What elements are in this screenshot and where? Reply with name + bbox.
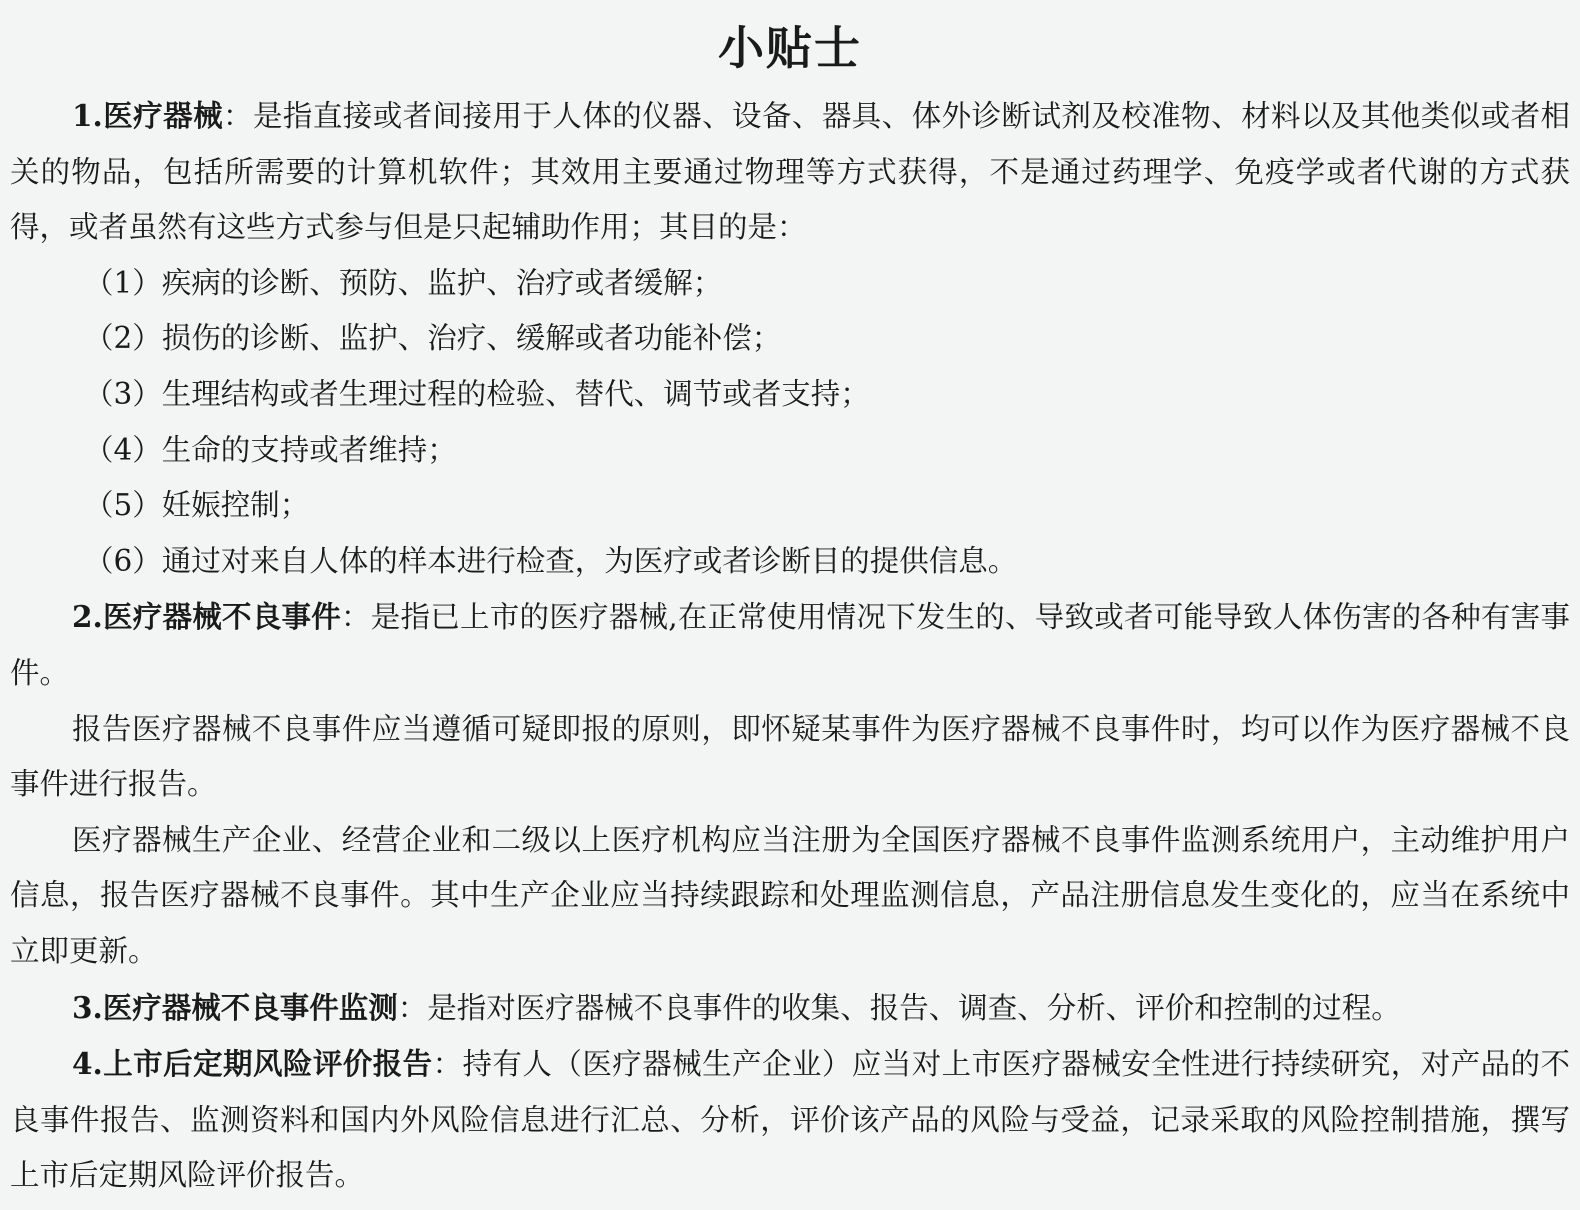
section-2-definition xyxy=(10,589,1570,701)
section-1-text: ：是指直接或者间接用于人体的仪器、设备、器具、体外诊断试剂及校准物、材料以及其他类似或者相关的物品，包括所需要的计算机软件；其效用主要通过物理等方式获得，不是通过药理学、免疫学或者代谢的方式获得，或者虽然有这些方式参与但是只起辅助作用；其目的是： xyxy=(10,99,1570,245)
report-principle-paragraph: 报告医疗器械不良事件应当遵循可疑即报的原则，即怀疑某事件为医疗器械不良事件时，均可以作为医疗器械不良事件进行报告。 xyxy=(10,711,1570,802)
section-4-text: ：持有人（医疗器械生产企业）应当对上市医疗器械安全性进行持续研究，对产品的不良事件报告、监测资料和国内外风险信息进行汇总、分析，评价该产品的风险与受益，记录采取的风险控制措施，撰写上市后定期风险评价报告。 xyxy=(10,1047,1570,1193)
purpose-item-2: （2）损伤的诊断、监护、治疗、缓解或者功能补偿； xyxy=(84,321,782,356)
section-2-term: 2.医疗器械不良事件 xyxy=(72,599,342,635)
purpose-item-5: （5）妊娠控制； xyxy=(84,488,310,523)
section-3-term: 3.医疗器械不良事件监测 xyxy=(72,989,398,1025)
purpose-item-4: （4）生命的支持或者维持； xyxy=(84,432,457,467)
section-4-term: 4.上市后定期风险评价报告 xyxy=(72,1046,433,1082)
section-1-definition xyxy=(10,88,1570,256)
purpose-item-1: （1）疾病的诊断、预防、监护、治疗或者缓解； xyxy=(84,265,723,300)
section-3-text: ：是指对医疗器械不良事件的收集、报告、调查、分析、评价和控制的过程。 xyxy=(397,990,1401,1025)
registration-paragraph: 医疗器械生产企业、经营企业和二级以上医疗机构应当注册为全国医疗器械不良事件监测系统用户，主动维护用户信息，报告医疗器械不良事件。其中生产企业应当持续跟踪和处理监测信息，产品注册信息发生变化的，应当在系统中立即更新。 xyxy=(10,822,1570,968)
section-1-term: 1.医疗器械 xyxy=(72,98,224,133)
section-4-definition xyxy=(10,1036,1570,1204)
section-3-definition xyxy=(10,980,1570,1037)
section-2-text: ：是指已上市的医疗器械,在正常使用情况下发生的、导致或者可能导致人体伤害的各种有害事件。 xyxy=(10,600,1570,690)
purpose-item-3: （3）生理结构或者生理过程的检验、替代、调节或者支持； xyxy=(84,376,870,411)
page-title: 小贴士 xyxy=(718,21,862,75)
purpose-item-6: （6）通过对来自人体的样本进行检查，为医疗或者诊断目的提供信息。 xyxy=(84,543,1018,578)
